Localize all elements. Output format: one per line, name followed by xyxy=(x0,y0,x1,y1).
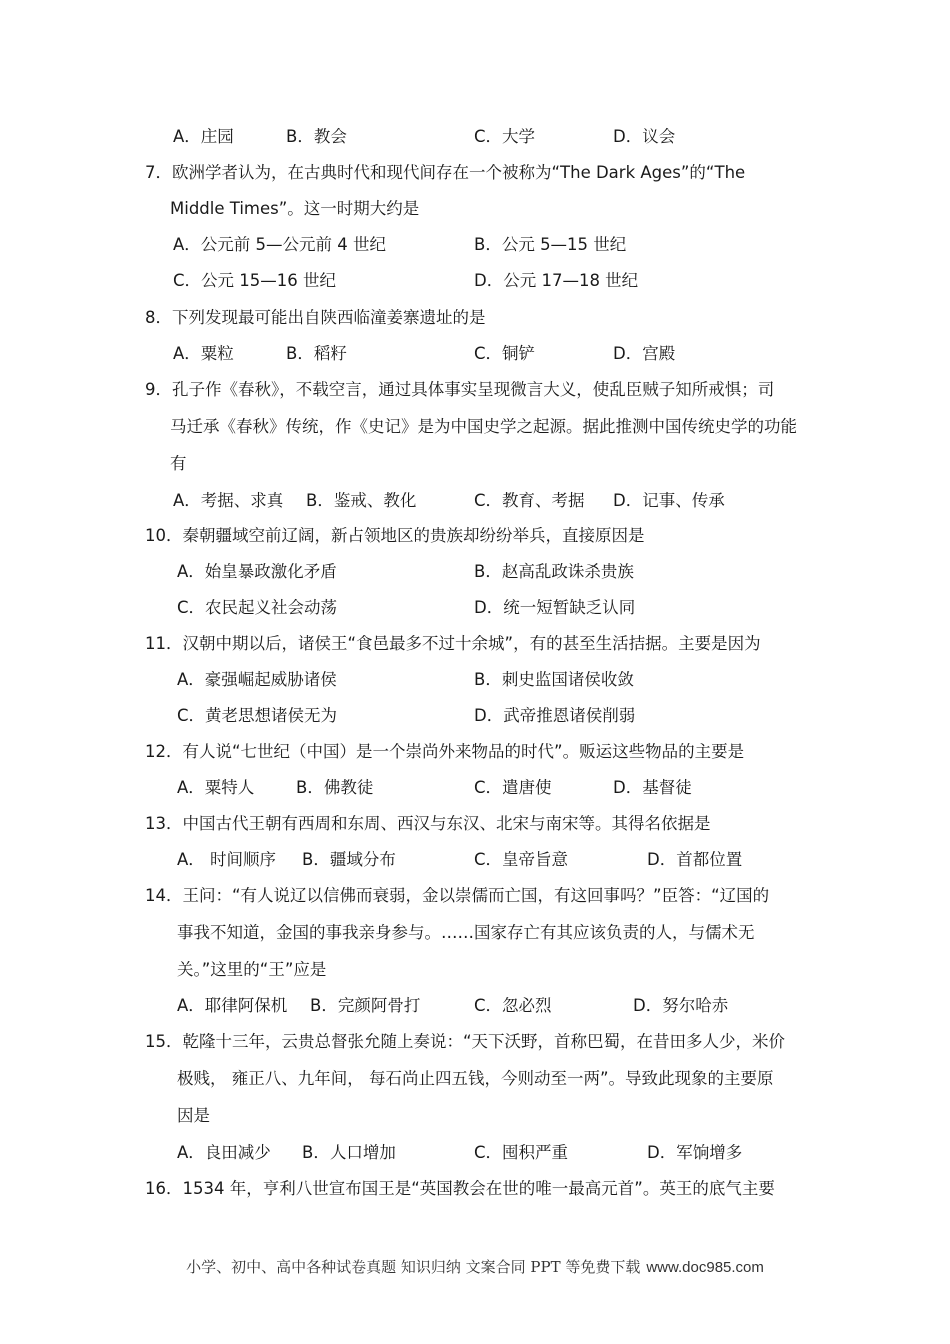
q9-stem-line-2: 马迁承《春秋》传统，作《史记》是为中国史学之起源。据此推测中国传统史学的功能 xyxy=(170,417,797,436)
q15-option-a: A．良田减少 xyxy=(177,1143,271,1162)
q11-option-c: C．黄老思想诸侯无为 xyxy=(177,706,338,725)
q6-option-d: D．议会 xyxy=(613,127,676,146)
q13-option-a: A． 时间顺序 xyxy=(177,850,277,869)
q8-stem-line-1: 8．下列发现最可能出自陕西临潼姜寨遗址的是 xyxy=(145,308,486,327)
q10-stem-line-1: 10．秦朝疆域空前辽阔，新占领地区的贵族却纷纷举兵，直接原因是 xyxy=(145,526,645,545)
q9-option-a: A．考据、求真 xyxy=(173,491,284,510)
q10-option-a: A．始皇暴政激化矛盾 xyxy=(177,562,337,581)
q14-stem-line-2: 事我不知道，金国的事我亲身参与。……国家存亡有其应该负责的人，与儒术无 xyxy=(177,923,755,942)
q11-stem-line-1: 11．汉朝中期以后，诸侯王“食邑最多不过十余城”，有的甚至生活拮据。主要是因为 xyxy=(145,634,761,653)
q11-option-b: B．刺史监国诸侯收敛 xyxy=(474,670,634,689)
q7-option-c: C．公元 15—16 世纪 xyxy=(173,271,337,290)
q15-option-d: D．军饷增多 xyxy=(647,1143,743,1162)
q15-option-c: C．囤积严重 xyxy=(474,1143,569,1162)
q14-stem-line-1: 14．王问：“有人说辽以信佛而衰弱，金以崇儒而亡国，有这回事吗？”臣答：“辽国的 xyxy=(145,886,770,905)
q8-option-d: D．宫殿 xyxy=(613,344,676,363)
q14-option-c: C．忽必烈 xyxy=(474,996,552,1015)
q6-option-a: A．庄园 xyxy=(173,127,234,146)
q11-option-d: D．武帝推恩诸侯削弱 xyxy=(474,706,636,725)
q14-stem-line-3: 关。”这里的“王”应是 xyxy=(177,960,327,979)
q7-option-d: D．公元 17—18 世纪 xyxy=(474,271,639,290)
q7-stem-line-1: 7．欧洲学者认为，在古典时代和现代间存在一个被称为“The Dark Ages”的“The xyxy=(145,163,746,182)
q9-option-c: C．教育、考据 xyxy=(474,491,585,510)
q9-option-b: B．鉴戒、教化 xyxy=(306,491,417,510)
q14-option-a: A．耶律阿保机 xyxy=(177,996,288,1015)
q11-option-a: A．豪强崛起威胁诸侯 xyxy=(177,670,337,689)
q15-stem-line-3: 因是 xyxy=(177,1106,210,1125)
q9-stem-line-1: 9．孔子作《春秋》，不载空言，通过具体事实呈现微言大义，使乱臣贼子知所戒惧；司 xyxy=(145,380,775,399)
q15-stem-line-2: 极贱， 雍正八、九年间， 每石尚止四五钱，今则动至一两”。导致此现象的主要原 xyxy=(177,1069,774,1088)
q12-option-a: A．粟特人 xyxy=(177,778,255,797)
q12-stem-line-1: 12．有人说“七世纪（中国）是一个崇尚外来物品的时代”。贩运这些物品的主要是 xyxy=(145,742,745,761)
page-footer xyxy=(0,1256,950,1277)
q13-option-c: C．皇帝旨意 xyxy=(474,850,569,869)
q12-option-c: C．遣唐使 xyxy=(474,778,552,797)
q14-option-d: D．努尔哈赤 xyxy=(633,996,729,1015)
q8-option-b: B．稻籽 xyxy=(286,344,347,363)
q16-stem-line-1: 16．1534 年，亨利八世宣布国王是“英国教会在世的唯一最高元首”。英王的底气主要 xyxy=(145,1179,775,1198)
q15-option-b: B．人口增加 xyxy=(302,1143,396,1162)
q7-stem-line-2: Middle Times”。这一时期大约是 xyxy=(170,199,420,218)
q6-option-c: C．大学 xyxy=(474,127,536,146)
q13-option-d: D．首都位置 xyxy=(647,850,743,869)
q14-option-b: B．完颜阿骨打 xyxy=(310,996,421,1015)
q7-option-b: B．公元 5—15 世纪 xyxy=(474,235,627,254)
q9-option-d: D．记事、传承 xyxy=(613,491,725,510)
footer-url[interactable]: www.doc985.com xyxy=(646,1259,764,1276)
q13-stem-line-1: 13．中国古代王朝有西周和东周、西汉与东汉、北宋与南宋等。其得名依据是 xyxy=(145,814,711,833)
q7-option-a: A．公元前 5—公元前 4 世纪 xyxy=(173,235,387,254)
q10-option-b: B．赵高乱政诛杀贵族 xyxy=(474,562,634,581)
q10-option-d: D．统一短暂缺乏认同 xyxy=(474,598,636,617)
q6-option-b: B．教会 xyxy=(286,127,347,146)
q10-option-c: C．农民起义社会动荡 xyxy=(177,598,338,617)
q8-option-a: A．粟粒 xyxy=(173,344,234,363)
q8-option-c: C．铜铲 xyxy=(474,344,536,363)
q12-option-b: B．佛教徒 xyxy=(296,778,374,797)
q9-stem-line-3: 有 xyxy=(170,454,187,473)
q15-stem-line-1: 15．乾隆十三年，云贵总督张允随上奏说：“天下沃野，首称巴蜀，在昔田多人少，米价 xyxy=(145,1032,786,1051)
q12-option-d: D．基督徒 xyxy=(613,778,692,797)
footer-text: 小学、初中、高中各种试卷真题 知识归纳 文案合同 PPT 等免费下载 xyxy=(186,1258,641,1276)
q13-option-b: B．疆域分布 xyxy=(302,850,396,869)
